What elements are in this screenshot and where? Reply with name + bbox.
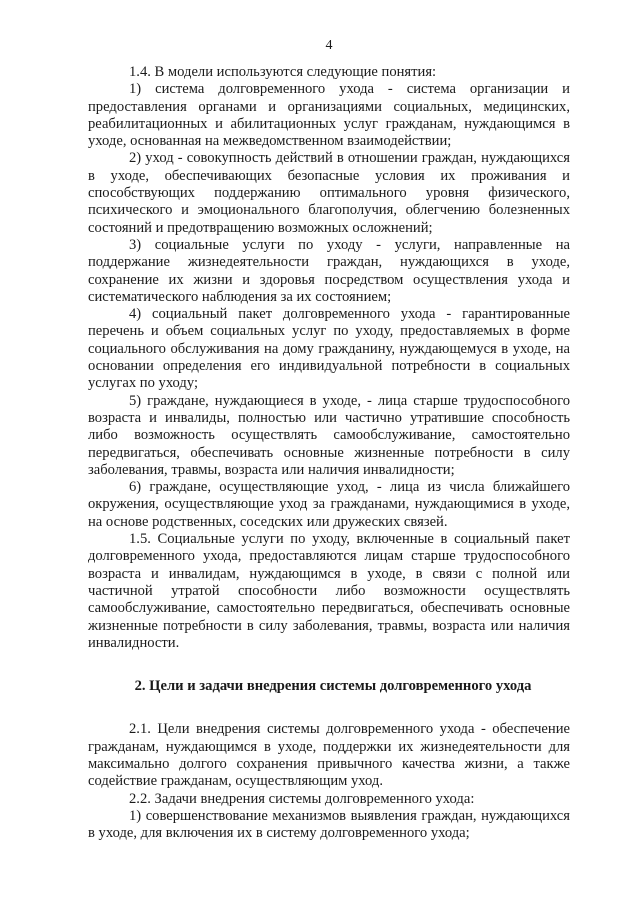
section-1-body (88, 64, 570, 652)
paragraph-1-5: 1.5. Социальные услуги по уходу, включенные в социальный пакет долговременного ухода, предоставляются лицам старше трудоспособного возраста и инвалидам, нуждающимся в уходе, в связи с полной или частичной утратой способности либо возможности осуществлять самообслуживание, самостоятельно передвигаться, обеспечивать основные жизненные потребности в силу заболевания, травмы, возраста или наличия инвалидности. (88, 531, 570, 651)
definition-citizens-in-need: 5) граждане, нуждающиеся в уходе, - лица старше трудоспособного возраста и инвалиды, полностью или частично утратившие способность либо возможность осуществлять самообслуживание, самостоятельно передвигаться, обеспечивать основные жизненные потребности в силу заболевания, травмы, возраста или наличия инвалидности; (88, 392, 570, 478)
definition-ltc-system: 1) система долговременного ухода - система организации и предоставления органами и организациями социальных, медицинских, реабилитационных и абилитационных услуг гражданам, нуждающимся в уходе, основанная на межведомственном взаимодействии; (88, 81, 570, 150)
paragraph-1-4: 1.4. В модели используются следующие понятия: (129, 64, 437, 80)
page-number: 4 (325, 38, 333, 53)
task-item-1: 1) совершенствование механизмов выявления граждан, нуждающихся в уходе, для включения их в систему долговременного ухода; (88, 807, 570, 842)
definition-social-package: 4) социальный пакет долговременного ухода - гарантированные перечень и объем социальных услуг по уходу, предоставляемых в форме социального обслуживания на дому гражданину, нуждающемуся в уходе, на основании определения его индивидуальной потребности в социальных услугах по уходу; (88, 306, 570, 392)
section-2-heading: 2. Цели и задачи внедрения системы долговременного ухода (134, 678, 532, 695)
paragraph-2-1: 2.1. Цели внедрения системы долговременного ухода - обеспечение гражданам, нуждающимся в уходе, поддержки их жизнедеятельности для максимально долгого сохранения привычного качества жизни, а также содействие гражданам, осуществляющим уход. (88, 721, 570, 790)
definition-care: 2) уход - совокупность действий в отношении граждан, нуждающихся в уходе, обеспечивающих безопасные условия их проживания и способствующих поддержанию оптимального уровня физического, психического и эмоционального благополучия, облегчению болезненных состояний и предотвращению возможных осложнений; (88, 150, 570, 236)
definition-care-services: 3) социальные услуги по уходу - услуги, направленные на поддержание жизнедеятельности граждан, нуждающихся в уходе, сохранение их жизни и здоровья посредством осуществления ухода и систематического наблюдения за их состоянием; (88, 236, 570, 305)
section-2-body (88, 721, 570, 842)
definition-caregivers: 6) граждане, осуществляющие уход, - лица из числа ближайшего окружения, осуществляющие уход за гражданами, нуждающимися в уходе, на основе родственных, соседских или дружеских связей. (88, 479, 570, 530)
paragraph-2-2: 2.2. Задачи внедрения системы долговременного ухода: (129, 790, 475, 807)
